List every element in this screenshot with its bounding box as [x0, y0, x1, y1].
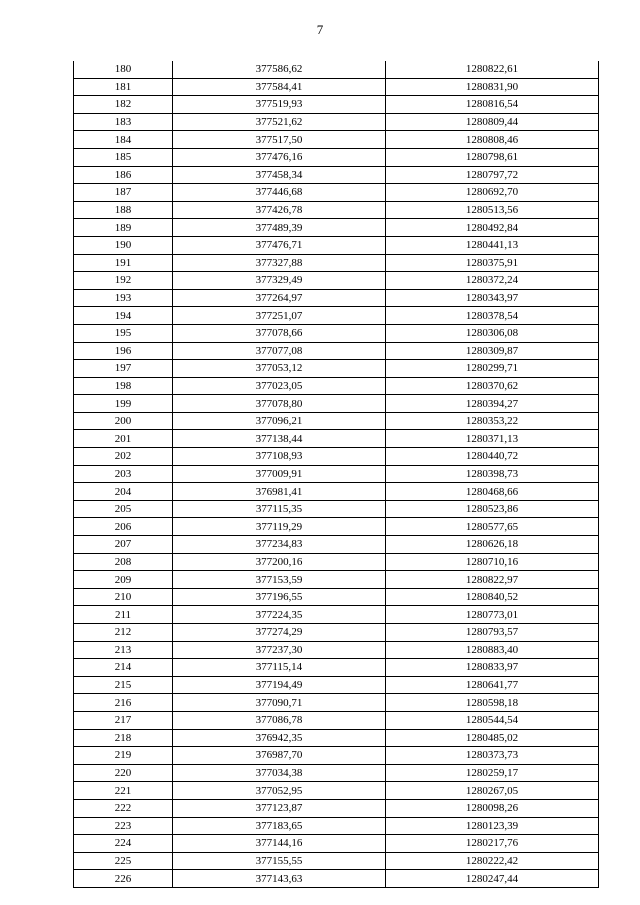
y-coordinate-cell: 1280217,76: [386, 835, 599, 853]
x-coordinate-cell: 377183,65: [173, 817, 386, 835]
table-row: [74, 166, 599, 184]
y-coordinate-cell: 1280394,27: [386, 395, 599, 413]
point-number-cell: 207: [74, 536, 173, 554]
table-row: [74, 430, 599, 448]
point-number-cell: 187: [74, 184, 173, 202]
y-coordinate-cell: 1280222,42: [386, 852, 599, 870]
x-coordinate-cell: 377009,91: [173, 465, 386, 483]
point-number-cell: 211: [74, 606, 173, 624]
x-coordinate-cell: 377194,49: [173, 676, 386, 694]
table-row: [74, 571, 599, 589]
point-number-cell: 183: [74, 113, 173, 131]
point-number-cell: 224: [74, 835, 173, 853]
y-coordinate-cell: 1280710,16: [386, 553, 599, 571]
table-row: [74, 377, 599, 395]
y-coordinate-cell: 1280309,87: [386, 342, 599, 360]
point-number-cell: 218: [74, 729, 173, 747]
y-coordinate-cell: 1280816,54: [386, 96, 599, 114]
table-row: [74, 465, 599, 483]
table-row: [74, 729, 599, 747]
point-number-cell: 220: [74, 764, 173, 782]
x-coordinate-cell: 376981,41: [173, 483, 386, 501]
point-number-cell: 204: [74, 483, 173, 501]
table-row: [74, 236, 599, 254]
point-number-cell: 191: [74, 254, 173, 272]
table-row: [74, 148, 599, 166]
point-number-cell: 225: [74, 852, 173, 870]
table-row: [74, 254, 599, 272]
x-coordinate-cell: 377458,34: [173, 166, 386, 184]
y-coordinate-cell: 1280343,97: [386, 289, 599, 307]
page-number: 7: [316, 22, 324, 37]
y-coordinate-cell: 1280353,22: [386, 412, 599, 430]
y-coordinate-cell: 1280809,44: [386, 113, 599, 131]
y-coordinate-cell: 1280626,18: [386, 536, 599, 554]
x-coordinate-cell: 377251,07: [173, 307, 386, 325]
table-row: [74, 870, 599, 888]
point-number-cell: 212: [74, 624, 173, 642]
table-row: [74, 536, 599, 554]
y-coordinate-cell: 1280259,17: [386, 764, 599, 782]
table-row: [74, 201, 599, 219]
table-row: [74, 852, 599, 870]
y-coordinate-cell: 1280798,61: [386, 148, 599, 166]
y-coordinate-cell: 1280299,71: [386, 360, 599, 378]
y-coordinate-cell: 1280577,65: [386, 518, 599, 536]
point-number-cell: 188: [74, 201, 173, 219]
y-coordinate-cell: 1280513,56: [386, 201, 599, 219]
x-coordinate-cell: 377086,78: [173, 711, 386, 729]
table-row: [74, 817, 599, 835]
point-number-cell: 201: [74, 430, 173, 448]
x-coordinate-cell: 377200,16: [173, 553, 386, 571]
y-coordinate-cell: 1280468,66: [386, 483, 599, 501]
point-number-cell: 200: [74, 412, 173, 430]
table-row: [74, 483, 599, 501]
point-number-cell: 226: [74, 870, 173, 888]
x-coordinate-cell: 377144,16: [173, 835, 386, 853]
table-row: [74, 412, 599, 430]
table-row: [74, 782, 599, 800]
table-row: [74, 588, 599, 606]
point-number-cell: 222: [74, 799, 173, 817]
x-coordinate-cell: 377584,41: [173, 78, 386, 96]
x-coordinate-cell: 376987,70: [173, 747, 386, 765]
table-row: [74, 659, 599, 677]
y-coordinate-cell: 1280492,84: [386, 219, 599, 237]
point-number-cell: 208: [74, 553, 173, 571]
x-coordinate-cell: 377077,08: [173, 342, 386, 360]
table-row: [74, 448, 599, 466]
point-number-cell: 215: [74, 676, 173, 694]
table-row: [74, 553, 599, 571]
point-number-cell: 219: [74, 747, 173, 765]
point-number-cell: 190: [74, 236, 173, 254]
y-coordinate-cell: 1280822,97: [386, 571, 599, 589]
point-number-cell: 184: [74, 131, 173, 149]
y-coordinate-cell: 1280822,61: [386, 61, 599, 78]
point-number-cell: 210: [74, 588, 173, 606]
x-coordinate-cell: 377224,35: [173, 606, 386, 624]
table-row: [74, 694, 599, 712]
y-coordinate-cell: 1280267,05: [386, 782, 599, 800]
table-row: [74, 78, 599, 96]
table-row: [74, 747, 599, 765]
point-number-cell: 181: [74, 78, 173, 96]
x-coordinate-cell: 377264,97: [173, 289, 386, 307]
x-coordinate-cell: 377034,38: [173, 764, 386, 782]
table-row: [74, 500, 599, 518]
table-row: [74, 342, 599, 360]
x-coordinate-cell: 377096,21: [173, 412, 386, 430]
x-coordinate-cell: 377023,05: [173, 377, 386, 395]
y-coordinate-cell: 1280598,18: [386, 694, 599, 712]
point-number-cell: 186: [74, 166, 173, 184]
table-row: [74, 835, 599, 853]
y-coordinate-cell: 1280098,26: [386, 799, 599, 817]
y-coordinate-cell: 1280793,57: [386, 624, 599, 642]
y-coordinate-cell: 1280641,77: [386, 676, 599, 694]
y-coordinate-cell: 1280808,46: [386, 131, 599, 149]
point-number-cell: 206: [74, 518, 173, 536]
x-coordinate-cell: 377090,71: [173, 694, 386, 712]
x-coordinate-cell: 377489,39: [173, 219, 386, 237]
table-row: [74, 184, 599, 202]
x-coordinate-cell: 377108,93: [173, 448, 386, 466]
point-number-cell: 185: [74, 148, 173, 166]
table-row: [74, 324, 599, 342]
point-number-cell: 221: [74, 782, 173, 800]
y-coordinate-cell: 1280398,73: [386, 465, 599, 483]
point-number-cell: 202: [74, 448, 173, 466]
x-coordinate-cell: 377115,14: [173, 659, 386, 677]
x-coordinate-cell: 377053,12: [173, 360, 386, 378]
table-row: [74, 61, 599, 78]
x-coordinate-cell: 377517,50: [173, 131, 386, 149]
y-coordinate-cell: 1280373,73: [386, 747, 599, 765]
y-coordinate-cell: 1280247,44: [386, 870, 599, 888]
table-row: [74, 641, 599, 659]
y-coordinate-cell: 1280371,13: [386, 430, 599, 448]
point-number-cell: 203: [74, 465, 173, 483]
table-row: [74, 711, 599, 729]
y-coordinate-cell: 1280440,72: [386, 448, 599, 466]
x-coordinate-cell: 377476,71: [173, 236, 386, 254]
x-coordinate-cell: 377155,55: [173, 852, 386, 870]
x-coordinate-cell: 377153,59: [173, 571, 386, 589]
y-coordinate-cell: 1280370,62: [386, 377, 599, 395]
coordinates-table: [73, 61, 599, 888]
y-coordinate-cell: 1280544,54: [386, 711, 599, 729]
point-number-cell: 214: [74, 659, 173, 677]
table-row: [74, 272, 599, 290]
table-row: [74, 289, 599, 307]
point-number-cell: 180: [74, 61, 173, 78]
coordinates-table-body: [74, 61, 599, 887]
y-coordinate-cell: 1280692,70: [386, 184, 599, 202]
point-number-cell: 192: [74, 272, 173, 290]
y-coordinate-cell: 1280523,86: [386, 500, 599, 518]
y-coordinate-cell: 1280797,72: [386, 166, 599, 184]
y-coordinate-cell: 1280840,52: [386, 588, 599, 606]
point-number-cell: 216: [74, 694, 173, 712]
point-number-cell: 197: [74, 360, 173, 378]
table-row: [74, 113, 599, 131]
x-coordinate-cell: 377115,35: [173, 500, 386, 518]
y-coordinate-cell: 1280441,13: [386, 236, 599, 254]
x-coordinate-cell: 377586,62: [173, 61, 386, 78]
table-row: [74, 307, 599, 325]
x-coordinate-cell: 377078,66: [173, 324, 386, 342]
point-number-cell: 182: [74, 96, 173, 114]
point-number-cell: 189: [74, 219, 173, 237]
x-coordinate-cell: 377052,95: [173, 782, 386, 800]
x-coordinate-cell: 377143,63: [173, 870, 386, 888]
point-number-cell: 195: [74, 324, 173, 342]
y-coordinate-cell: 1280378,54: [386, 307, 599, 325]
x-coordinate-cell: 377327,88: [173, 254, 386, 272]
table-row: [74, 395, 599, 413]
table-row: [74, 764, 599, 782]
y-coordinate-cell: 1280773,01: [386, 606, 599, 624]
x-coordinate-cell: 377237,30: [173, 641, 386, 659]
point-number-cell: 223: [74, 817, 173, 835]
x-coordinate-cell: 377329,49: [173, 272, 386, 290]
point-number-cell: 199: [74, 395, 173, 413]
x-coordinate-cell: 377446,68: [173, 184, 386, 202]
table-row: [74, 799, 599, 817]
point-number-cell: 217: [74, 711, 173, 729]
table-row: [74, 624, 599, 642]
point-number-cell: 213: [74, 641, 173, 659]
x-coordinate-cell: 377123,87: [173, 799, 386, 817]
x-coordinate-cell: 376942,35: [173, 729, 386, 747]
x-coordinate-cell: 377519,93: [173, 96, 386, 114]
x-coordinate-cell: 377234,83: [173, 536, 386, 554]
x-coordinate-cell: 377274,29: [173, 624, 386, 642]
y-coordinate-cell: 1280123,39: [386, 817, 599, 835]
point-number-cell: 209: [74, 571, 173, 589]
table-row: [74, 96, 599, 114]
y-coordinate-cell: 1280485,02: [386, 729, 599, 747]
y-coordinate-cell: 1280306,08: [386, 324, 599, 342]
point-number-cell: 196: [74, 342, 173, 360]
y-coordinate-cell: 1280831,90: [386, 78, 599, 96]
table-row: [74, 219, 599, 237]
x-coordinate-cell: 377196,55: [173, 588, 386, 606]
table-row: [74, 360, 599, 378]
table-row: [74, 676, 599, 694]
x-coordinate-cell: 377078,80: [173, 395, 386, 413]
y-coordinate-cell: 1280833,97: [386, 659, 599, 677]
point-number-cell: 198: [74, 377, 173, 395]
point-number-cell: 193: [74, 289, 173, 307]
x-coordinate-cell: 377521,62: [173, 113, 386, 131]
table-row: [74, 131, 599, 149]
point-number-cell: 194: [74, 307, 173, 325]
y-coordinate-cell: 1280372,24: [386, 272, 599, 290]
y-coordinate-cell: 1280883,40: [386, 641, 599, 659]
x-coordinate-cell: 377426,78: [173, 201, 386, 219]
table-row: [74, 606, 599, 624]
table-row: [74, 518, 599, 536]
x-coordinate-cell: 377138,44: [173, 430, 386, 448]
x-coordinate-cell: 377119,29: [173, 518, 386, 536]
x-coordinate-cell: 377476,16: [173, 148, 386, 166]
point-number-cell: 205: [74, 500, 173, 518]
y-coordinate-cell: 1280375,91: [386, 254, 599, 272]
